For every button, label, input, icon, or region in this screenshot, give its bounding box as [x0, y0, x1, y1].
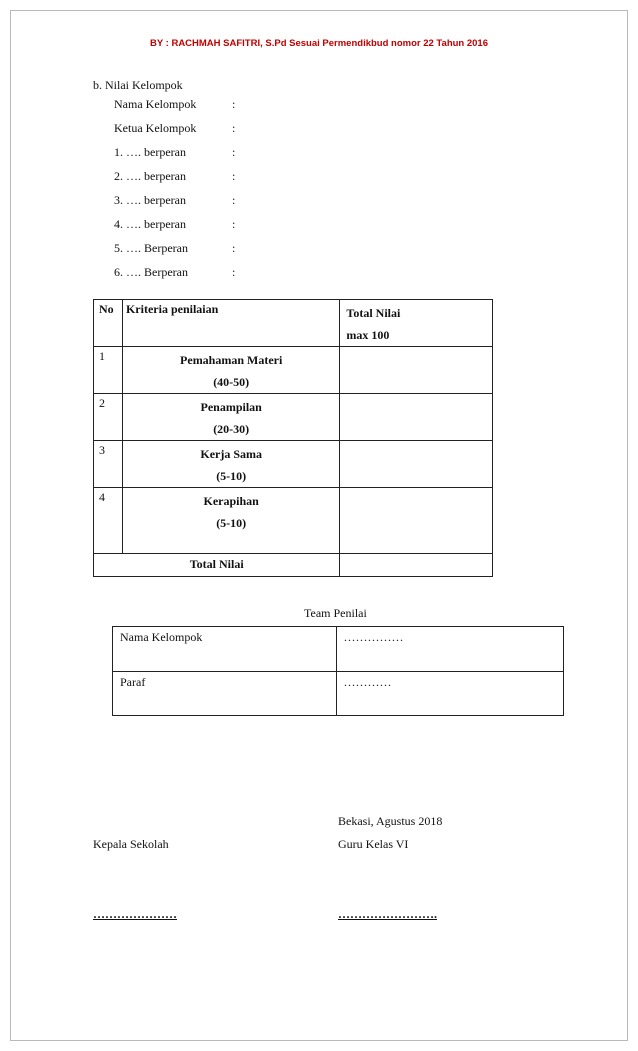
table-footer-row [94, 554, 493, 577]
row-value [340, 394, 493, 441]
page-header: BY : RACHMAH SAFITRI, S.Pd Sesuai Permendikbud nomor 22 Tahun 2016 [149, 38, 488, 49]
table-row [94, 488, 493, 554]
field-label: 6. …. Berperan [114, 265, 188, 279]
field-colon: : [232, 169, 236, 183]
criteria-name: Kerapihan [203, 494, 259, 508]
field-label: Ketua Kelompok [114, 121, 197, 135]
row-no: 4 [94, 488, 123, 554]
footer-value [340, 554, 493, 577]
field-label: 1. …. berperan [114, 145, 186, 159]
criteria-name: Penampilan [200, 400, 262, 414]
field-colon: : [232, 265, 236, 279]
criteria-range: (5-10) [216, 516, 247, 530]
row-criteria [122, 347, 339, 394]
left-title: Kepala Sekolah [93, 837, 169, 851]
header-no: No [94, 300, 123, 347]
row-criteria [122, 441, 339, 488]
team-value: ………… [337, 672, 564, 716]
team-table [112, 626, 564, 716]
footer-label: Total Nilai [94, 554, 340, 577]
criteria-name: Pemahaman Materi [180, 353, 283, 367]
place-date: Bekasi, Agustus 2018 [338, 814, 443, 828]
row-no: 1 [94, 347, 123, 394]
header-total-line2: max 100 [346, 328, 390, 342]
row-value [340, 441, 493, 488]
criteria-range: (5-10) [216, 469, 247, 483]
table-row [94, 394, 493, 441]
header-total [340, 300, 493, 347]
row-value [340, 347, 493, 394]
right-signature-line: ……………………. [338, 907, 437, 921]
row-criteria [122, 394, 339, 441]
field-label: Nama Kelompok [114, 97, 197, 111]
left-signature-line: ………………… [93, 907, 177, 921]
field-label: 4. …. berperan [114, 217, 186, 231]
team-value: …………… [337, 627, 564, 672]
field-colon: : [232, 145, 236, 159]
header-criteria: Kriteria penilaian [122, 300, 339, 347]
field-label: 5. …. Berperan [114, 241, 188, 255]
right-title: Guru Kelas VI [338, 837, 409, 851]
field-colon: : [232, 241, 236, 255]
field-colon: : [232, 121, 236, 135]
table-row [94, 347, 493, 394]
row-value [340, 488, 493, 554]
field-label: 2. …. berperan [114, 169, 186, 183]
header-total-line1: Total Nilai [346, 306, 401, 320]
field-colon: : [232, 217, 236, 231]
team-title: Team Penilai [304, 606, 367, 620]
section-title: b. Nilai Kelompok [93, 78, 183, 92]
criteria-range: (20-30) [213, 422, 250, 436]
field-label: 3. …. berperan [114, 193, 186, 207]
table-row [113, 672, 564, 716]
table-row [94, 441, 493, 488]
field-colon: : [232, 97, 236, 111]
field-colon: : [232, 193, 236, 207]
row-criteria [122, 488, 339, 554]
table-row [113, 627, 564, 672]
row-no: 3 [94, 441, 123, 488]
criteria-range: (40-50) [213, 375, 250, 389]
criteria-table [93, 299, 493, 577]
team-label: Paraf [113, 672, 337, 716]
row-no: 2 [94, 394, 123, 441]
criteria-name: Kerja Sama [200, 447, 263, 461]
team-label: Nama Kelompok [113, 627, 337, 672]
